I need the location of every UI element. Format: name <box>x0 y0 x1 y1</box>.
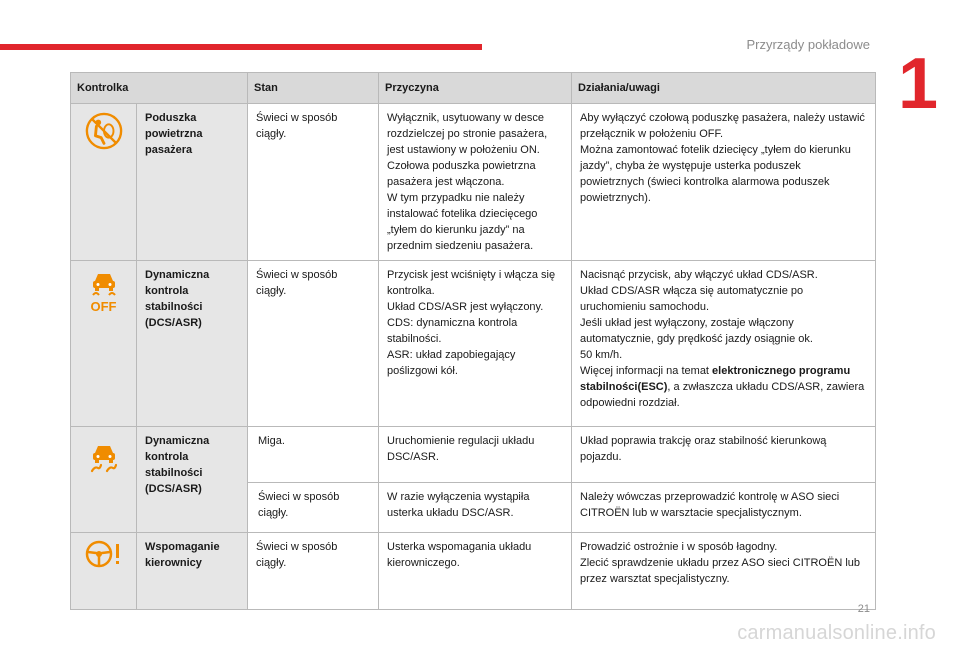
table-row <box>71 261 876 427</box>
warning-name: Dynamiczna kontrola stabilności (DCS/ASR) <box>137 427 248 533</box>
airbag-off-icon <box>85 112 123 150</box>
cause-cell: W razie wyłączenia wystąpiła usterka układu DSC/ASR. <box>379 483 572 533</box>
warning-name: Dynamiczna kontrola stabilności (DCS/ASR) <box>137 261 248 427</box>
icon-cell <box>71 261 137 427</box>
table-row <box>71 427 876 483</box>
header-red-bar <box>0 44 482 50</box>
column-header-stan: Stan <box>248 73 379 104</box>
cause-cell: Wyłącznik, usytuowany w desce rozdzielczej po stronie pasażera, jest ustawiony w położeniu ON. Czołowa poduszka powietrzna pasażera jest włączona. W tym przypadku nie należy instalować fotelika dziecięcego „tyłem do kierunku jazdy” na przednim siedzeniu pasażera. <box>379 104 572 261</box>
action-cell <box>572 261 876 427</box>
state-cell: Świeci w sposób ciągły. <box>248 483 379 533</box>
page-number: 21 <box>857 603 870 615</box>
warning-lights-table <box>70 72 876 610</box>
state-cell: Świeci w sposób ciągły. <box>248 533 379 610</box>
column-header-kontrolka: Kontrolka <box>71 73 248 104</box>
cause-cell: Przycisk jest wciśnięty i włącza się kontrolka. Układ CDS/ASR jest wyłączony. CDS: dynamiczna kontrola stabilności. ASR: układ zapobiegający poślizgowi kół. <box>379 261 572 427</box>
action-text-1: Nacisnąć przycisk, aby włączyć układ CDS/ASR. Układ CDS/ASR włącza się automatycznie po uruchomieniu samochodu. Jeśli układ jest wyłączony, zostaje włączony automatycznie, gdy prędkość jazdy osiągnie ok. 50 km/h. Więcej informacji na temat <box>580 269 818 377</box>
icon-cell <box>71 427 137 533</box>
warning-name: Wspomaganie kierownicy <box>137 533 248 610</box>
icon-cell <box>71 533 137 610</box>
action-text-2: , a zwłaszcza układu CDS/ASR, zawiera odpowiedni rozdział. <box>580 381 865 409</box>
icon-cell <box>71 104 137 261</box>
warning-name: Poduszka powietrzna pasażera <box>137 104 248 261</box>
state-cell: Świeci w sposób ciągły. <box>248 104 379 261</box>
table-row <box>71 104 876 261</box>
state-cell: Świeci w sposób ciągły. <box>248 261 379 427</box>
chapter-number: 1 <box>897 44 938 124</box>
section-title: Przyrządy pokładowe <box>746 37 870 52</box>
action-cell: Prowadzić ostrożnie i w sposób łagodny. Zlecić sprawdzenie układu przez ASO sieci CITROËN lub przez warsztat specjalistyczny. <box>572 533 876 610</box>
cause-cell: Uruchomienie regulacji układu DSC/ASR. <box>379 427 572 483</box>
dsc-icon <box>89 443 119 473</box>
table-header-row <box>71 73 876 104</box>
action-cell: Należy wówczas przeprowadzić kontrolę w ASO sieci CITROËN lub w warsztacie specjalistycznym. <box>572 483 876 533</box>
power-steering-warning-icon <box>84 539 124 569</box>
off-label: OFF <box>90 299 117 314</box>
cause-cell: Usterka wspomagania układu kierowniczego. <box>379 533 572 610</box>
state-cell: Miga. <box>248 427 379 483</box>
column-header-dzialania: Działania/uwagi <box>572 73 876 104</box>
watermark: carmanualsonline.info <box>737 622 936 644</box>
column-header-przyczyna: Przyczyna <box>379 73 572 104</box>
table-row <box>71 533 876 610</box>
action-cell: Układ poprawia trakcję oraz stabilność kierunkową pojazdu. <box>572 427 876 483</box>
action-cell: Aby wyłączyć czołową poduszkę pasażera, należy ustawić przełącznik w położeniu OFF. Można zamontować fotelik dziecięcy „tyłem do kierunku jazdy”, chyba że występuje usterka poduszek powietrznych (świeci kontrolka alarmowa poduszek powietrznych). <box>572 104 876 261</box>
dsc-off-icon <box>89 271 119 297</box>
action-text-bold: elektronicznego programu stabilności(ESC) <box>580 365 851 393</box>
